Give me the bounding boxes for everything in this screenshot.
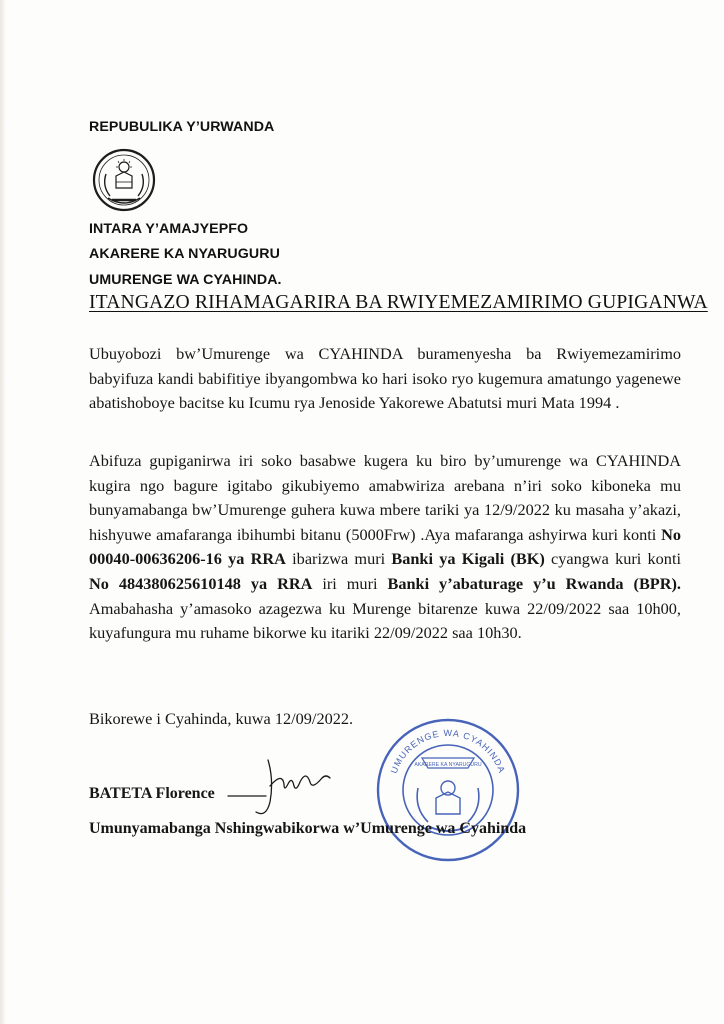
signature-icon: [226, 752, 338, 822]
paragraph-2-text-3: cyangwa kuri konti: [544, 549, 681, 569]
paragraph-2-text-4: iri muri: [312, 573, 388, 593]
announcement-title: ITANGAZO RIHAMAGARIRA BA RWIYEMEZAMIRIMO GUPIGANWA: [89, 292, 708, 313]
official-stamp-icon: [372, 714, 524, 866]
rra-bpr-account: No 484380625610148 ya RRA: [89, 573, 313, 593]
place-and-date: Bikorewe i Cyahinda, kuwa 12/09/2022.: [89, 709, 354, 728]
national-seal-icon: [90, 144, 158, 214]
signer-name: BATETA Florence: [89, 785, 215, 802]
bank-bpr-name: Banki y’abaturage y’u Rwanda (BPR).: [387, 573, 681, 593]
announcement-paragraph-1: Ubuyobozi bw’Umurenge wa CYAHINDA buramenyesha ba Rwiyemezamirimo babyifuza kandi babifitiye ibyangombwa ko hari isoko ryo kugemura amatungo yagenewe abatishoboye bacitse ku Icumu rya Jenoside Yakorewe Abatutsi muri Mata 1994 .: [89, 344, 681, 413]
paragraph-2-text-5: Amabahasha y’amasoko azagezwa ku Murenge bitarenze kuwa 22/09/2022 saa 10h00, kuyafungura mu ruhame bikorwe ku itariki 22/09/2022 saa 10h30.: [89, 598, 681, 643]
paragraph-2-text-1: Abifuza gupiganirwa iri soko basabwe kugera ku biro by’umurenge wa CYAHINDA kugira ngo bagure igitabo gikubiyemo amabwiriza arebana n’iri soko kiboneka mu bunyamabanga bw’Umurenge guhera kuwa mbere tariki ya 12/9/2022 ku masaha y’akazi, hishyuwe amafaranga ibihumbi bitanu (5000Frw) .Aya mafaranga ashyirwa kuri konti: [89, 451, 681, 544]
republic-heading: REPUBULIKA Y’URWANDA: [89, 119, 275, 135]
signer-title: Umunyamabanga Nshingwabikorwa w’Umurenge wa Cyahinda: [89, 820, 527, 837]
stamp-inner-text: AKARERE KA NYARUGURU: [414, 762, 482, 768]
announcement-paragraph-2: [89, 449, 681, 646]
rra-bk-account: No 00040-00636206-16 ya RRA: [89, 524, 681, 569]
district-heading: AKARERE KA NYARUGURU: [89, 246, 280, 262]
bank-bk-name: Banki ya Kigali (BK): [391, 549, 545, 569]
paragraph-2-text-2: ibarizwa muri: [285, 549, 392, 569]
sector-heading: UMURENGE WA CYAHINDA.: [89, 272, 282, 288]
province-heading: INTARA Y’AMAJYEPFO: [89, 221, 249, 237]
stamp-ring-text: UMURENGE WA CYAHINDA: [388, 727, 508, 775]
